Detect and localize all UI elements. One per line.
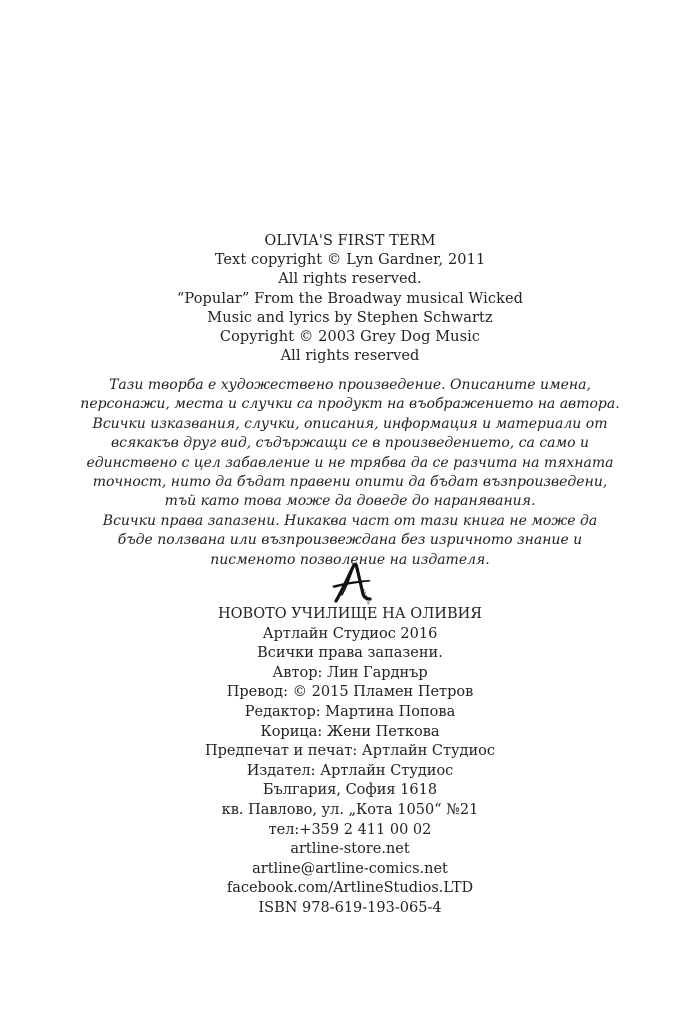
artline-studios-logo-icon [330,561,374,605]
music-rights-reserved: All rights reserved [280,348,420,365]
email: artline@artline-comics.net [252,860,448,877]
address-street: кв. Павлово, ул. „Кота 1050“ №21 [221,801,479,818]
editor-credit: Редактор: Мартина Попова [244,703,456,720]
disclaimer-line: писменото позволение на издателя. [210,551,490,568]
facebook-page: facebook.com/ArtlineStudios.LTD [226,880,474,897]
disclaimer-line: персонажи, места и случки са продукт на въображението на автора. [80,396,620,413]
author-credit: Автор: Лин Гарднър [272,664,428,681]
phone-number: тел:+359 2 411 00 02 [268,821,432,838]
rights-notice: Всички права запазени. [257,645,443,662]
rights-reserved: All rights reserved. [278,271,422,288]
translator-credit: Превод: © 2015 Пламен Петров [226,684,474,701]
original-title: OLIVIA'S FIRST TERM [264,233,436,249]
disclaimer-line: всякакъв друг вид, съдържащи се в произведението, са само и [110,435,590,452]
book-title: НОВОТО УЧИЛИЩЕ НА ОЛИВИЯ [218,606,482,622]
text-copyright: Text copyright © Lyn Gardner, 2011 [214,252,486,269]
isbn: ISBN 978-619-193-065-4 [258,899,442,916]
disclaimer-line: бъде ползвана или възпроизвеждана без изричното знание и [117,532,583,549]
disclaimer-line: Всички права запазени. Никаква част от тази книга не може да [102,512,598,529]
publisher-credit: Издател: Артлайн Студиос [246,762,454,779]
music-lyrics-credit: Music and lyrics by Stephen Schwartz [207,309,493,326]
prepress-credit: Предпечат и печат: Артлайн Студиос [205,743,495,760]
song-credit: “Popular” From the Broadway musical Wicked [176,290,524,307]
music-copyright: Copyright © 2003 Grey Dog Music [219,329,481,346]
fiction-disclaimer [0,376,700,570]
disclaimer-line: точност, нито да бъдат правени опити да бъдат възпроизведени, [92,474,608,491]
disclaimer-line: Тази творба е художествено произведение. Описаните имена, [109,377,591,393]
disclaimer-line: тъй като това може да доведе до наранявания. [164,493,536,510]
publisher-imprint [0,605,700,919]
svg-text:STUDIOS: STUDIOS [361,588,371,605]
website: artline-store.net [290,841,410,858]
disclaimer-line: единствено с цел забавление и не трябва да се разчита на тяхната [86,454,614,471]
copyright-notice [0,232,700,366]
disclaimer-line: Всички изказвания, случки, описания, информация и материали от [92,415,608,432]
publisher-year: Артлайн Студиос 2016 [262,625,438,642]
cover-credit: Корица: Жени Петкова [260,723,440,740]
address-city: България, София 1618 [262,782,438,799]
